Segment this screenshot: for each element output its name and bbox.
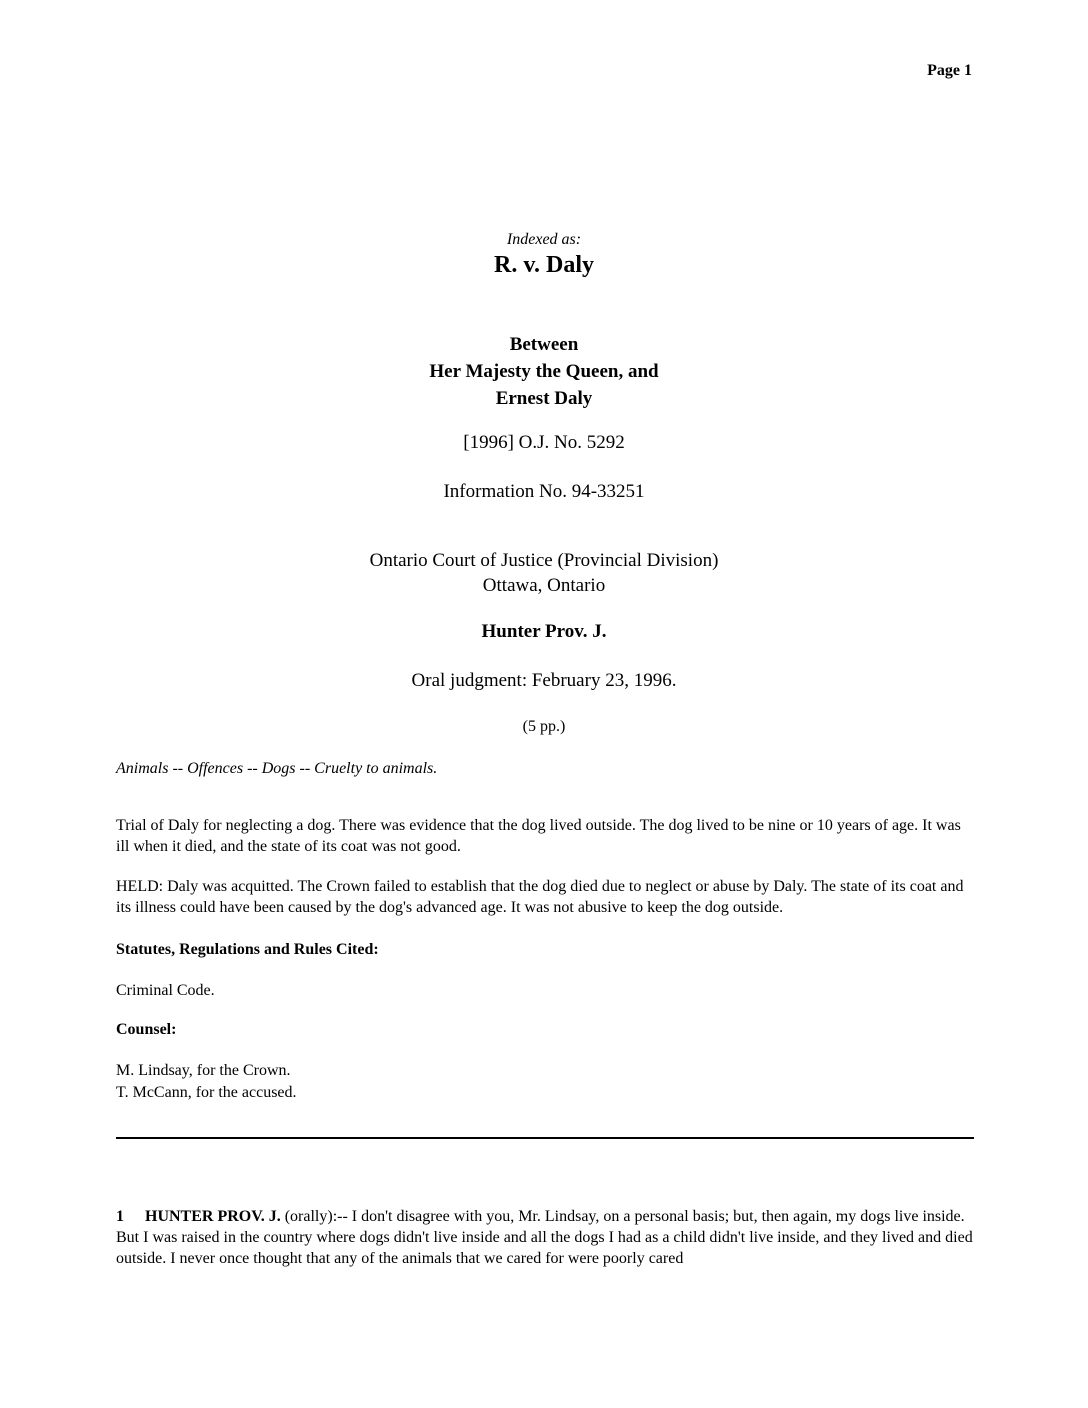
- paragraph-text: (orally):-- I don't disagree with you, Mr. Lindsay, on a personal basis; but, then again, my dogs live inside. But I was raised in the country where dogs didn't live inside and all the dogs I had as a child didn't live inside, and they lived and died outside. I never once thought that any of the animals that we cared for were poorly cared: [116, 1208, 973, 1267]
- case-citation: [1996] O.J. No. 5292: [463, 432, 625, 453]
- case-summary: Trial of Daly for neglecting a dog. There was evidence that the dog lived outside. The dog lived to be nine or 10 years of age. It was ill when it died, and the state of its coat was not good.: [116, 817, 961, 855]
- page-number: Page 1: [927, 62, 972, 79]
- information-number: Information No. 94-33251: [443, 481, 645, 502]
- case-title: R. v. Daly: [493, 252, 594, 278]
- judgment-paragraph: [116, 1206, 974, 1269]
- court-block: [0, 548, 1088, 598]
- court-location: Ottawa, Ontario: [482, 575, 606, 596]
- parties-between: Between: [509, 334, 579, 355]
- counsel-crown: M. Lindsay, for the Crown.: [116, 1062, 291, 1079]
- counsel-heading: Counsel:: [116, 1021, 177, 1038]
- party-accused: Ernest Daly: [495, 388, 593, 409]
- counsel-list: [116, 1060, 974, 1104]
- paragraph-number: 1: [116, 1208, 124, 1225]
- paragraph-speaker: HUNTER PROV. J.: [145, 1208, 281, 1225]
- statute-item: Criminal Code.: [116, 982, 215, 999]
- statutes-heading: Statutes, Regulations and Rules Cited:: [116, 941, 379, 958]
- court-name: Ontario Court of Justice (Provincial Division): [369, 550, 719, 571]
- page-count: (5 pp.): [522, 718, 566, 735]
- counsel-accused: T. McCann, for the accused.: [116, 1084, 297, 1101]
- party-crown: Her Majesty the Queen, and: [429, 361, 659, 382]
- section-divider: [116, 1137, 974, 1139]
- judge-name: Hunter Prov. J.: [481, 621, 607, 642]
- parties-block: [0, 331, 1088, 412]
- indexed-as-label: Indexed as:: [506, 231, 582, 248]
- catchwords: Animals -- Offences -- Dogs -- Cruelty to animals.: [116, 760, 438, 777]
- held-paragraph: HELD: Daly was acquitted. The Crown failed to establish that the dog died due to neglect or abuse by Daly. The state of its coat and its illness could have been caused by the dog's advanced age. It was not abusive to keep the dog outside.: [116, 878, 964, 916]
- judgment-date: Oral judgment: February 23, 1996.: [411, 670, 677, 691]
